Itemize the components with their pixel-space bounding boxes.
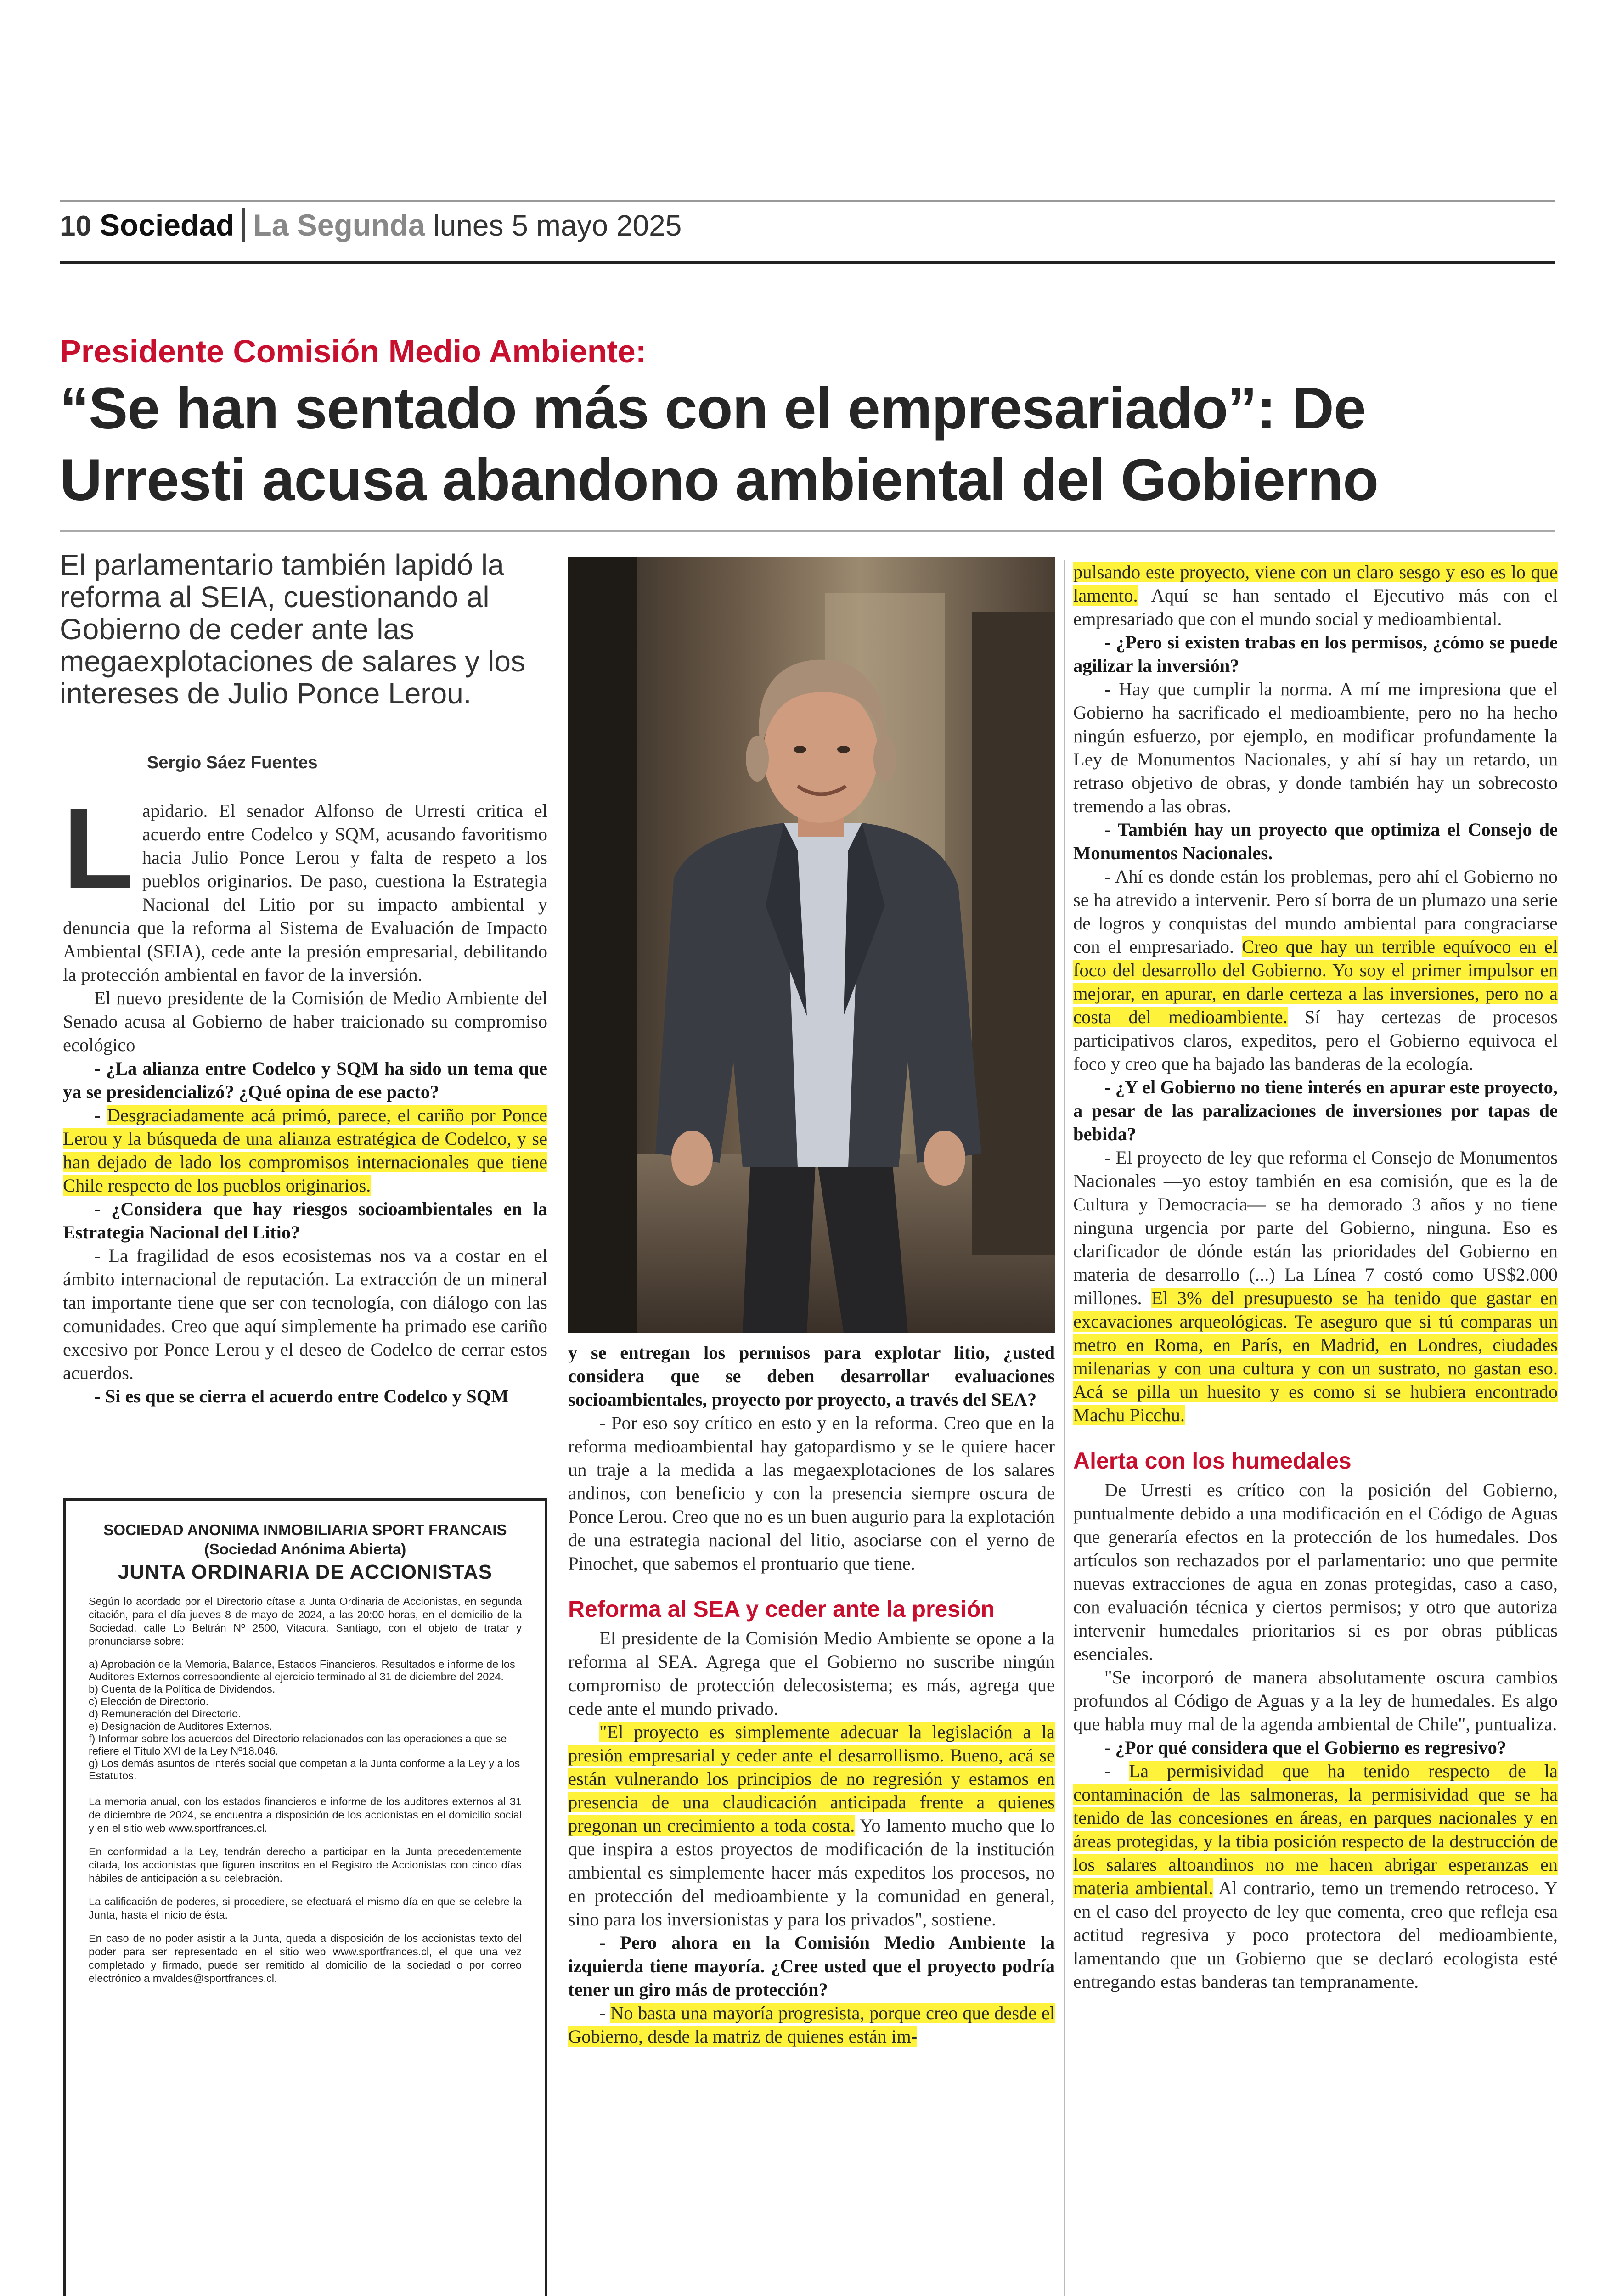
notice-agenda [89, 1658, 522, 1782]
highlighted-text: Creo que hay un terrible equívoco en el foco del desarrollo del Gobierno. Yo soy el primer impulsor en mejorar, en apurar, en darle certeza a las inversiones, pero no a costa del medioambiente. [1073, 936, 1558, 1027]
page-header [60, 208, 682, 253]
highlighted-text: "El proyecto es simplemente adecuar la legislación a la presión empresarial y ceder ante el desarrollismo. Bueno, acá se están vulnerando los principios de no regresión y estamos en presencia de una claudicación anticipada frente a quienes pregonan un crecimiento a toda costa. [568, 1722, 1055, 1836]
agenda-item: b) Cuenta de la Política de Dividendos. [89, 1683, 276, 1695]
section-name: Sociedad [100, 208, 245, 242]
column-1 [63, 784, 547, 1408]
question: - ¿La alianza entre Codelco y SQM ha sido un tema que ya se presidencializó? ¿Qué opina de ese pacto? [63, 1058, 547, 1102]
article-headline: “Se han sentado más con el empresariado”: De Urresti acusa abandono ambiental del Gobierno [60, 376, 1379, 513]
subheading: Alerta con los humedales [1073, 1448, 1352, 1474]
agenda-item: g) Los demás asuntos de interés social que competan a la Junta conforme a la Ley y a los Estatutos. [89, 1757, 520, 1782]
agenda-item: a) Aprobación de la Memoria, Balance, Estados Financieros, Resultados e informe de los Auditores Externos correspondiente al ejercicio terminado al 31 de diciembre del 2024. [89, 1658, 515, 1683]
question: - ¿Pero si existen trabas en los permisos, ¿cómo se puede agilizar la inversión? [1073, 632, 1558, 676]
portrait-illustration [568, 557, 1055, 1333]
answer: - Por eso soy crítico en esto y en la reforma. Creo que en la reforma medioambiental hay gatopardismo y se le quiere hacer un traje a la medida a las megaexplotaciones de los salares andinos, con beneficio y con la presencia siempre oscura de Ponce Lerou. Creo que no es un buen augurio para la explotación de una estrategia nacional del litio, asociarse con el yerno de Pinochet, que sabemos el prontuario que tiene. [568, 1412, 1055, 1574]
highlighted-text: pulsando este proyecto, viene con un claro sesgo y eso es lo que lamento. [1073, 562, 1558, 606]
top-rule [60, 200, 1555, 202]
question: - Pero ahora en la Comisión Medio Ambiente la izquierda tiene mayoría. ¿Cree usted que el proyecto podría tener un giro más de protección? [568, 1932, 1055, 2000]
agenda-item: d) Remuneración del Directorio. [89, 1708, 241, 1720]
highlighted-text: No basta una mayoría progresista, porque creo que desde el Gobierno, desde la matriz de quienes están im- [568, 2003, 1055, 2047]
quote-paragraph: "El proyecto es simplemente adecuar la legislación a la presión empresarial y ceder ante el desarrollismo. Bueno, acá se están vulnerando los principios de no regresión y estamos en presencia de una claudicación anticipada frente a quienes pregonan un crecimiento a toda costa. Yo lamento mucho que lo que inspira a estos proyectos de modificación de la institución ambiental es simplemente hacer más expeditos los procesos, no en protección del medioambiente y la comunidad en general, sino para los inversionistas y para los privados", sostiene. [568, 1722, 1055, 1930]
paragraph: De Urresti es crítico con la posición del Gobierno, puntualmente debido a una modificación en el Código de Aguas que generaría efectos en la protección de los humedales. Dos artículos son rechazados por el parlamentario: uno que permite nuevas extracciones de agua en zonas protegidas, caso a caso, con evaluación técnica y ciertos permisos; y otro que autoriza intervenir humedales prioritarios si es por obras públicas esenciales. [1073, 1480, 1558, 1664]
notice-paragraph: La memoria anual, con los estados financieros e informe de los auditores externos al 31 de diciembre de 2024, se encuentra a disposición de los accionistas en el domicilio social y en el sitio web www.sportfrances.cl. [89, 1795, 522, 1834]
question: - ¿Y el Gobierno no tiene interés en apurar este proyecto, a pesar de las paralizaciones de inversiones por tapas de bebida? [1073, 1077, 1558, 1144]
question: - También hay un proyecto que optimiza el Consejo de Monumentos Nacionales. [1073, 819, 1558, 863]
article-deck: El parlamentario también lapidó la reforma al SEIA, cuestionando al Gobierno de ceder ante las megaexplotaciones de salares y los intereses de Julio Ponce Lerou. [60, 548, 525, 710]
notice-paragraph: En caso de no poder asistir a la Junta, queda a disposición de los accionistas texto del poder para ser representado en el sitio web www.sportfrances.cl, el que una vez completado y firmado, puede ser remitido al domicilio de la sociedad o por correo electrónico a mvaldes@sportfrances.cl. [89, 1932, 522, 1984]
paragraph: apidario. El senador Alfonso de Urresti critica el acuerdo entre Codelco y SQM, acusando favoritismo hacia Julio Ponce Lerou y falta de respeto a los pueblos originarios. De paso, cuestiona la Estrategia Nacional del Litio por su impacto ambiental y denuncia que la reforma al Sistema de Evaluación de Impacto Ambiental (SEIA), cede ante la presión empresarial, debilitando la protección ambiental en favor de la inversión. [63, 800, 547, 985]
notice-intro: Según lo acordado por el Directorio cítase a Junta Ordinaria de Accionistas, en segunda citación, para el día jueves 8 de mayo de 2024, a las 20:00 horas, en el domicilio de la Sociedad, calle Lo Beltrán Nº 2500, Vitacura, Santiago, con el objeto de tratar y pronunciarse sobre: [89, 1595, 522, 1647]
answer: - Hay que cumplir la norma. A mí me impresiona que el Gobierno ha sacrificado el medioambiente, pero no ha hecho ningún esfuerzo, por ejemplo, en modificar profundamente la Ley de Monumentos Nacionales, y ahí sí hay un retardo, un retraso objetivo de obras, y donde también hay un sobrecosto tremendo a las obras. [1073, 679, 1558, 816]
subheading: Reforma al SEA y ceder ante la presión [568, 1596, 995, 1622]
portrait-photo [568, 557, 1055, 1333]
question: - ¿Por qué considera que el Gobierno es regresivo? [1104, 1737, 1507, 1758]
notice-paragraph: En conformidad a la Ley, tendrán derecho a participar en la Junta precedentemente citada, los accionistas que figuren inscritos en el Registro de Accionistas con cinco días hábiles de anticipación a su celebración. [89, 1846, 522, 1884]
page-number: 10 [60, 210, 91, 242]
agenda-item: c) Elección de Directorio. [89, 1695, 209, 1707]
column-3 [1073, 560, 1558, 1993]
notice-paragraph: La calificación de poderes, si procediere, se efectuará el mismo día en que se celebre la Junta, hasta el inicio de ésta. [89, 1896, 522, 1921]
answer: - No basta una mayoría progresista, porque creo que desde el Gobierno, desde la matriz de quienes están im- [568, 2003, 1055, 2047]
answer-continued: pulsando este proyecto, viene con un claro sesgo y eso es lo que lamento. Aquí se han sentado el Ejecutivo más con el empresariado que con el mundo social y medioambiental. [1073, 562, 1558, 629]
highlighted-text: La permisividad que ha tenido respecto de la contaminación de las salmoneras, la permisividad que se ha tenido de las concesiones en áreas, en parques nacionales y en áreas protegidas, y la tibia posición respecto de la destrucción de los salares altoandinos no me hacen abrigar esperanzas en materia ambiental. [1073, 1761, 1558, 1898]
agenda-item: e) Designación de Auditores Externos. [89, 1720, 272, 1732]
answer: - La permisividad que ha tenido respecto de la contaminación de las salmoneras, la permisividad que se ha tenido de las concesiones en áreas, en parques nacionales y en áreas protegidas, y la tibia posición respecto de la destrucción de los salares altoandinos no me hacen abrigar esperanzas en materia ambiental. Al contrario, temo un tremendo retroceso. Y en el caso del proyecto de ley que comenta, creo que refleja esa actitud regresiva y poco protectora del medioambiente, lamentando que un Gobierno que se declaró ecologista esté entregando estas banderas tan tempranamente. [1073, 1761, 1558, 1992]
article-kicker: Presidente Comisión Medio Ambiente: [60, 333, 647, 369]
shareholders-meeting-notice [63, 1498, 547, 2296]
drop-cap: L [63, 784, 133, 912]
issue-date: lunes 5 mayo 2025 [433, 209, 682, 242]
notice-title: JUNTA ORDINARIA DE ACCIONISTAS [118, 1561, 493, 1583]
answer: - La fragilidad de esos ecosistemas nos va a costar en el ámbito internacional de reputación. La extracción de un mineral tan importante tiene que ser con tecnología, con diálogo con las comunidades. Creo que aquí simplemente ha primado ese cariño excesivo por Ponce Lerou y el deseo de Codelco de cerrar estos acuerdos. [63, 1245, 547, 1383]
notice-company-type: (Sociedad Anónima Abierta) [204, 1541, 406, 1558]
agenda-item: f) Informar sobre los acuerdos del Directorio relacionados con las operaciones a que se refiere el Título XVI de la Ley Nº18.046. [89, 1733, 507, 1757]
header-rule [60, 261, 1555, 264]
question: y se entregan los permisos para explotar litio, ¿usted considera que se deben desarrollar evaluaciones socioambientales, proyecto por proyecto, a través del SEA? [568, 1342, 1055, 1410]
paragraph: El presidente de la Comisión Medio Ambiente se opone a la reforma al SEA. Agrega que el Gobierno no suscribe ningún compromiso de protección delecosistema; es más, agrega que cede ante el mundo privado. [568, 1628, 1055, 1719]
paragraph: "Se incorporó de manera absolutamente oscura cambios profundos al Código de Aguas y a la ley de humedales. Es algo que habla muy mal de la agenda ambiental de Chile", puntualiza. [1073, 1667, 1558, 1734]
highlighted-text: Desgraciadamente acá primó, parece, el cariño por Ponce Lerou y la búsqueda de una alianza estratégica de Codelco, y se han dejado de lado los compromisos internacionales que tiene Chile respecto de los pueblos originarios. [63, 1105, 547, 1196]
answer: - El proyecto de ley que reforma el Consejo de Monumentos Nacionales —yo estoy también en esa comisión, que es la de Cultura y Democracia— se ha demorado 3 años y no tiene ninguna urgencia por parte del Gobierno, ninguna. Eso es clarificador de dónde están las prioridades del Gobierno en materia de desarrollo (...) La Línea 7 costó como US$2.000 millones. El 3% del presupuesto se ha tenido que gastar en excavaciones arqueológicas. Te aseguro que si tú comparas un metro en Roma, en París, en Madrid, en Londres, ciudades milenarias y con una cultura y con un sustrato, no gastan eso. Acá se pilla un huesito y es como si se hubiera encontrado Machu Picchu. [1073, 1147, 1558, 1425]
question: - Si es que se cierra el acuerdo entre Codelco y SQM [94, 1386, 509, 1407]
highlighted-text: El 3% del presupuesto se ha tenido que gastar en excavaciones arqueológicas. Te aseguro que si tú comparas un metro en Roma, en París, en Madrid, en Londres, ciudades milenarias y con una cultura y con un sustrato, no gastan eso. Acá se pilla un huesito y es como si se hubiera encontrado Machu Picchu. [1073, 1288, 1558, 1425]
notice-company: SOCIEDAD ANONIMA INMOBILIARIA SPORT FRANCAIS [103, 1521, 507, 1538]
headline-rule [60, 530, 1555, 532]
paragraph: El nuevo presidente de la Comisión de Medio Ambiente del Senado acusa al Gobierno de haber traicionado su compromiso ecológico [63, 988, 547, 1055]
answer: - Desgraciadamente acá primó, parece, el cariño por Ponce Lerou y la búsqueda de una alianza estratégica de Codelco, y se han dejado de lado los compromisos internacionales que tiene Chile respecto de los pueblos originarios. [63, 1105, 547, 1196]
byline: Sergio Sáez Fuentes [147, 753, 318, 772]
column-2 [568, 1341, 1055, 2048]
answer: - Ahí es donde están los problemas, pero ahí el Gobierno no se ha atrevido a intervenir. Pero sí borra de un plumazo una serie de logros y conquistas del mundo ambiental para congraciarse con el empresariado. Creo que hay un terrible equívoco en el foco del desarrollo del Gobierno. Yo soy el primer impulsor en mejorar, en apurar, en darle certeza a las inversiones, pero no a costa del medioambiente. Sí hay certezas de procesos participativos claros, expeditos, pero el Gobierno equivoca el foco y creo que ha bajado las banderas de la ecología. [1073, 866, 1558, 1074]
column-divider [1064, 560, 1065, 2296]
question: - ¿Considera que hay riesgos socioambientales en la Estrategia Nacional del Litio? [63, 1199, 547, 1243]
publication-name: La Segunda [253, 208, 425, 242]
